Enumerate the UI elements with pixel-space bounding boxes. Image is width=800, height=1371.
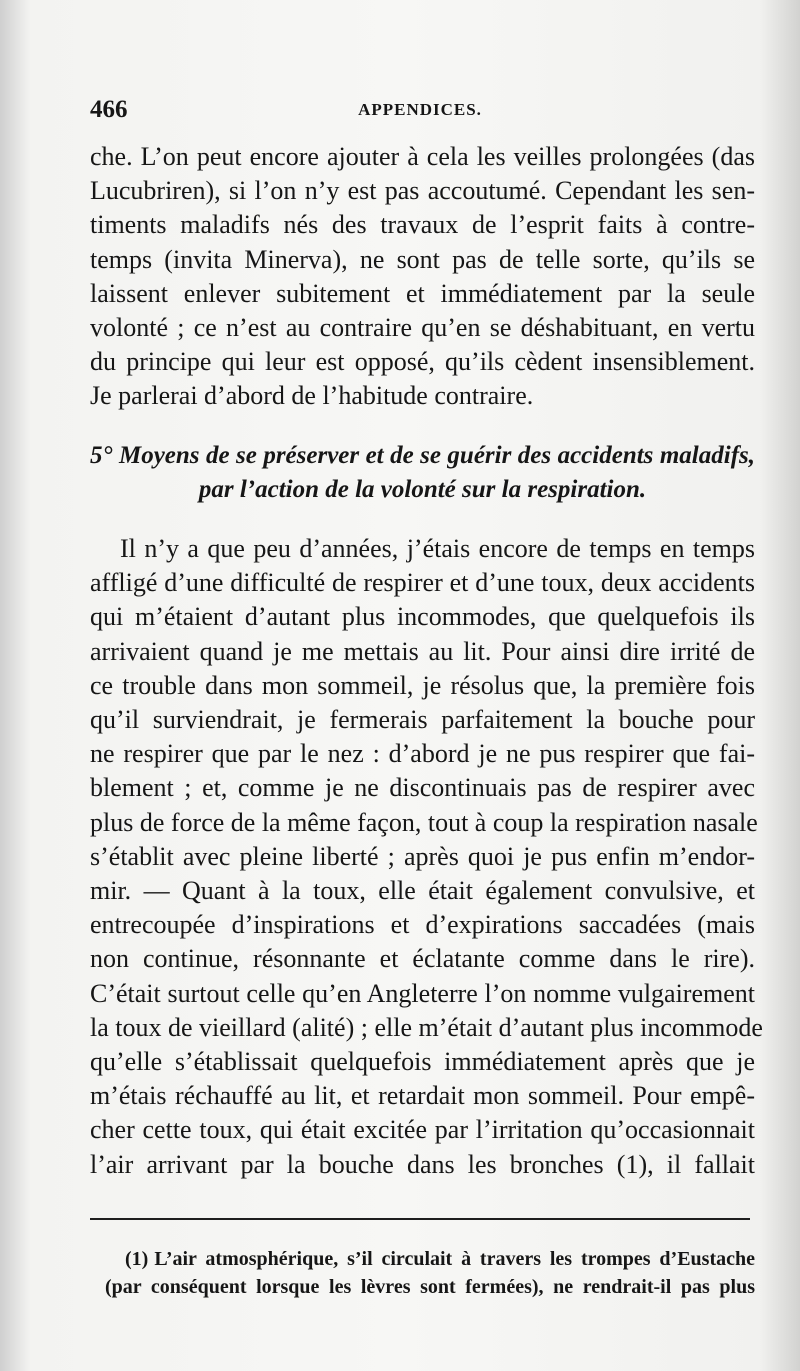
text-line: blement ; et, comme je ne discontinuais pas de respirer avec [90, 773, 755, 803]
footnote [105, 1245, 755, 1301]
text-line: affligé d’une difficulté de respirer et d’une toux, deux accidents [90, 568, 755, 598]
paragraph-continuation [90, 140, 755, 414]
text-line: qui m’étaient d’autant plus incommodes, que quelquefois ils [90, 602, 755, 632]
section-heading [90, 439, 755, 507]
footnote-marker: (1) [125, 1248, 149, 1270]
body-text [90, 140, 763, 1182]
running-head: APPENDICES. [358, 100, 482, 119]
page-header [90, 96, 750, 130]
text-line: m’étais réchauffé au lit, et retardait mon sommeil. Pour empê- [90, 1081, 755, 1111]
text-line: laissent enlever subitement et immédiatement par la seule [90, 278, 755, 308]
text-line: arrivaient quand je me mettais au lit. Pour ainsi dire irrité de [90, 636, 755, 666]
footnote-line-2: (par conséquent lorsque les lèvres sont fermées), ne rendrait-il pas plus [105, 1276, 755, 1298]
text-line: la toux de vieillard (alité) ; elle m’était d’autant plus incommode [90, 1012, 763, 1042]
text-line: timents maladifs nés des travaux de l’esprit faits à contre- [90, 210, 755, 240]
text-line: qu’il surviendrait, je fermerais parfaitement la bouche pour [90, 705, 755, 735]
text-line: Lucubriren), si l’on n’y est pas accoutumé. Cependant les sen- [90, 176, 755, 206]
footnote-text-1: L’air atmosphérique, s’il circulait à travers les trompes d’Eustache [154, 1248, 755, 1270]
text-line: non continue, résonnante et éclatante comme dans le rire). [90, 944, 755, 974]
text-line: plus de force de la même façon, tout à coup la respiration nasale [90, 807, 758, 837]
paragraph-main [90, 532, 763, 1182]
text-line: ne respirer que par le nez : d’abord je ne pus respirer que fai- [90, 739, 755, 769]
text-line: Je parlerai d’abord de l’habitude contraire. [90, 381, 534, 411]
text-line: Il n’y a que peu d’années, j’étais encore de temps en temps [120, 534, 755, 564]
text-line: volonté ; ce n’est au contraire qu’en se déshabituant, en vertu [90, 313, 755, 343]
text-line: l’air arrivant par la bouche dans les bronches (1), il fallait [90, 1149, 755, 1179]
section-heading-line-2: par l’action de la volonté sur la respiration. [198, 475, 647, 503]
text-line: qu’elle s’établissait quelquefois immédiatement après que je [90, 1047, 755, 1077]
page-number: 466 [90, 96, 128, 123]
text-line: ce trouble dans mon sommeil, je résolus que, la première fois [90, 670, 755, 700]
text-line: entrecoupée d’inspirations et d’expirations saccadées (mais [90, 910, 755, 940]
text-line: du principe qui leur est opposé, qu’ils cèdent insensiblement. [90, 347, 755, 377]
text-line: C’était surtout celle qu’en Angleterre l’on nomme vulgairement [90, 978, 755, 1008]
text-line: mir. — Quant à la toux, elle était également convulsive, et [90, 876, 755, 906]
text-line: temps (invita Minerva), ne sont pas de telle sorte, qu’ils se [90, 244, 755, 274]
section-heading-line-1: 5° Moyens de se préserver et de se guérir des accidents maladifs, [90, 441, 755, 469]
footnote-line-1 [105, 1245, 755, 1273]
text-line: cher cette toux, qui était excitée par l’irritation qu’occasionnait [90, 1115, 755, 1145]
text-line: s’établit avec pleine liberté ; après quoi je pus enfin m’endor- [90, 841, 755, 871]
text-line: che. L’on peut encore ajouter à cela les veilles prolongées (das [90, 142, 755, 171]
footnote-rule [90, 1218, 750, 1220]
